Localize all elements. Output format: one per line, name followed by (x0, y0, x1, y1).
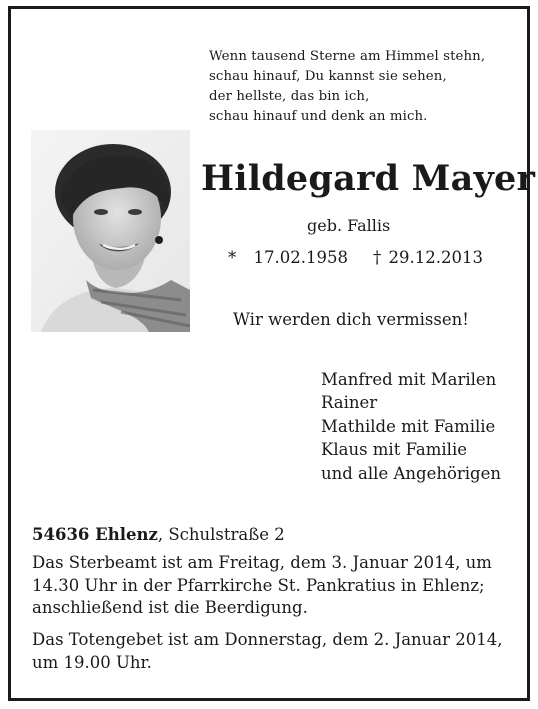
poem-line-3: der hellste, das bin ich, (209, 89, 370, 104)
death-date: 29.12.2013 (388, 248, 483, 267)
address-postal-city: 54636 Ehlenz (32, 525, 158, 544)
birth-date: 17.02.1958 (253, 248, 348, 267)
service-line-2: 14.30 Uhr in der Pfarrkirche St. Pankratius in Ehlenz; (32, 575, 485, 595)
service-line-1: Das Sterbeamt ist am Freitag, dem 3. Januar 2014, um (32, 553, 492, 572)
prayer-line-1: Das Totengebet ist am Donnerstag, dem 2. Januar 2014, (32, 630, 503, 649)
prayer-info (32, 629, 522, 674)
poem-line-4: schau hinauf und denk an mich. (209, 109, 428, 124)
mourner-item: Manfred mit Marilen (321, 370, 497, 389)
birth-name: geb. Fallis (307, 216, 391, 235)
mourner-item: Klaus mit Familie (321, 440, 467, 460)
family-address (32, 523, 285, 547)
mourner-item: Rainer (321, 393, 378, 413)
poem-line-2: schau hinauf, Du kannst sie sehen, (209, 69, 447, 84)
birth-star-symbol: * (228, 248, 237, 267)
mourners-list (321, 368, 501, 485)
portrait-image (31, 130, 190, 332)
death-cross-icon: † (373, 248, 382, 267)
portrait-photo (31, 130, 190, 332)
memorial-poem (209, 47, 519, 127)
farewell-message: Wir werden dich vermissen! (233, 310, 469, 329)
mourner-item: Mathilde mit Familie (321, 416, 496, 436)
deceased-name: Hildegard Mayer (201, 158, 536, 199)
prayer-line-2: um 19.00 Uhr. (32, 652, 152, 672)
poem-line-1: Wenn tausend Sterne am Himmel stehn, (209, 49, 486, 64)
address-street: , Schulstraße 2 (157, 525, 285, 544)
funeral-service-info (32, 552, 522, 620)
service-line-3: anschließend ist die Beerdigung. (32, 598, 308, 617)
birth-date-group (228, 246, 348, 270)
death-date-group (373, 246, 483, 270)
obituary-notice (8, 6, 536, 701)
mourner-item: und alle Angehörigen (321, 463, 502, 483)
